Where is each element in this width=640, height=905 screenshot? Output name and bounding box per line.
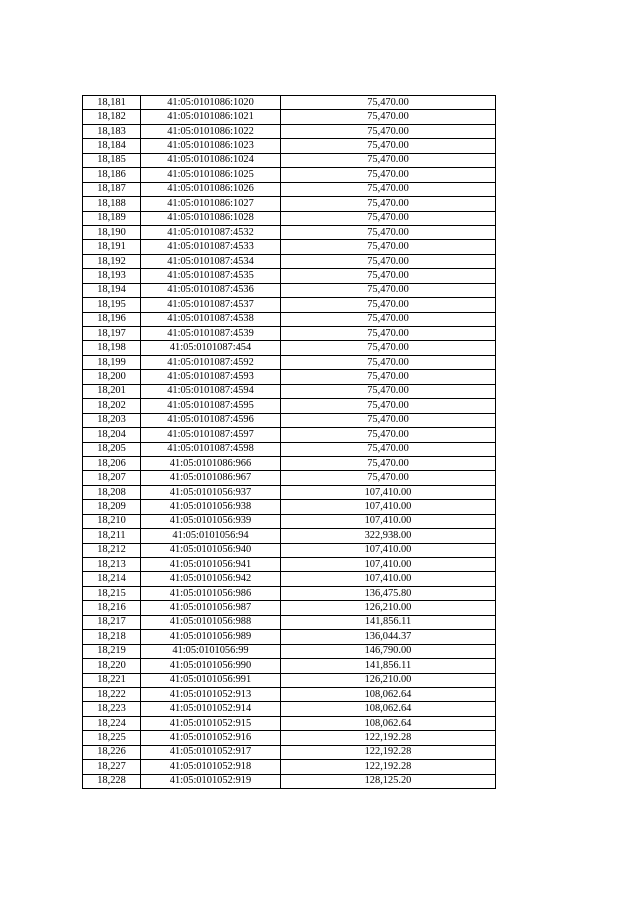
table-row	[83, 702, 496, 716]
cadastral-number-cell: 41:05:0101056:988	[141, 615, 281, 629]
row-number-cell: 18,225	[83, 731, 141, 745]
row-number-cell: 18,206	[83, 456, 141, 470]
row-number-cell: 18,207	[83, 471, 141, 485]
cadastral-number-cell: 41:05:0101087:4536	[141, 283, 281, 297]
cadastral-number-cell: 41:05:0101052:914	[141, 702, 281, 716]
row-number-cell: 18,192	[83, 254, 141, 268]
table-row	[83, 543, 496, 557]
cadastral-number-cell: 41:05:0101087:4535	[141, 269, 281, 283]
table-row	[83, 716, 496, 730]
table-row	[83, 312, 496, 326]
value-cell: 75,470.00	[281, 456, 496, 470]
value-cell: 75,470.00	[281, 413, 496, 427]
cadastral-number-cell: 41:05:0101052:916	[141, 731, 281, 745]
cadastral-number-cell: 41:05:0101087:4534	[141, 254, 281, 268]
table-row	[83, 731, 496, 745]
row-number-cell: 18,194	[83, 283, 141, 297]
value-cell: 107,410.00	[281, 558, 496, 572]
row-number-cell: 18,181	[83, 96, 141, 110]
cadastral-number-cell: 41:05:0101087:4597	[141, 428, 281, 442]
row-number-cell: 18,215	[83, 586, 141, 600]
table-row	[83, 298, 496, 312]
value-cell: 75,470.00	[281, 312, 496, 326]
table-row	[83, 687, 496, 701]
cadastral-number-cell: 41:05:0101056:989	[141, 630, 281, 644]
cadastral-number-cell: 41:05:0101086:1022	[141, 124, 281, 138]
row-number-cell: 18,188	[83, 197, 141, 211]
value-cell: 322,938.00	[281, 529, 496, 543]
row-number-cell: 18,213	[83, 558, 141, 572]
value-cell: 75,470.00	[281, 355, 496, 369]
cadastral-number-cell: 41:05:0101087:4596	[141, 413, 281, 427]
row-number-cell: 18,205	[83, 442, 141, 456]
table-row	[83, 529, 496, 543]
table-row	[83, 168, 496, 182]
cadastral-number-cell: 41:05:0101086:1020	[141, 96, 281, 110]
value-cell: 136,475.80	[281, 586, 496, 600]
value-cell: 75,470.00	[281, 370, 496, 384]
value-cell: 108,062.64	[281, 687, 496, 701]
row-number-cell: 18,219	[83, 644, 141, 658]
table-row	[83, 355, 496, 369]
value-cell: 75,470.00	[281, 153, 496, 167]
value-cell: 122,192.28	[281, 760, 496, 774]
value-cell: 75,470.00	[281, 139, 496, 153]
row-number-cell: 18,228	[83, 774, 141, 788]
value-cell: 75,470.00	[281, 341, 496, 355]
table-row	[83, 153, 496, 167]
value-cell: 141,856.11	[281, 615, 496, 629]
row-number-cell: 18,196	[83, 312, 141, 326]
row-number-cell: 18,191	[83, 240, 141, 254]
value-cell: 75,470.00	[281, 269, 496, 283]
value-cell: 75,470.00	[281, 182, 496, 196]
cadastral-number-cell: 41:05:0101056:987	[141, 601, 281, 615]
row-number-cell: 18,197	[83, 327, 141, 341]
row-number-cell: 18,211	[83, 529, 141, 543]
cadastral-number-cell: 41:05:0101056:942	[141, 572, 281, 586]
cadastral-number-cell: 41:05:0101052:918	[141, 760, 281, 774]
row-number-cell: 18,199	[83, 355, 141, 369]
row-number-cell: 18,208	[83, 485, 141, 499]
cadastral-number-cell: 41:05:0101087:4595	[141, 399, 281, 413]
table-row	[83, 110, 496, 124]
cadastral-number-cell: 41:05:0101086:1028	[141, 211, 281, 225]
table-row	[83, 124, 496, 138]
table-row	[83, 659, 496, 673]
cadastral-number-cell: 41:05:0101086:1026	[141, 182, 281, 196]
cadastral-number-cell: 41:05:0101056:990	[141, 659, 281, 673]
row-number-cell: 18,214	[83, 572, 141, 586]
cadastral-number-cell: 41:05:0101086:1027	[141, 197, 281, 211]
cadastral-number-cell: 41:05:0101086:1024	[141, 153, 281, 167]
value-cell: 75,470.00	[281, 298, 496, 312]
table-row	[83, 327, 496, 341]
table-body	[83, 96, 496, 789]
row-number-cell: 18,221	[83, 673, 141, 687]
table-row	[83, 413, 496, 427]
table-row	[83, 240, 496, 254]
value-cell: 75,470.00	[281, 428, 496, 442]
row-number-cell: 18,227	[83, 760, 141, 774]
row-number-cell: 18,183	[83, 124, 141, 138]
row-number-cell: 18,193	[83, 269, 141, 283]
row-number-cell: 18,200	[83, 370, 141, 384]
table-row	[83, 182, 496, 196]
value-cell: 108,062.64	[281, 716, 496, 730]
value-cell: 122,192.28	[281, 731, 496, 745]
value-cell: 75,470.00	[281, 110, 496, 124]
value-cell: 136,044.37	[281, 630, 496, 644]
cadastral-number-cell: 41:05:0101056:938	[141, 500, 281, 514]
value-cell: 75,470.00	[281, 254, 496, 268]
cadastral-number-cell: 41:05:0101052:915	[141, 716, 281, 730]
value-cell: 126,210.00	[281, 673, 496, 687]
cadastral-number-cell: 41:05:0101056:940	[141, 543, 281, 557]
value-cell: 75,470.00	[281, 168, 496, 182]
value-cell: 122,192.28	[281, 745, 496, 759]
cadastral-number-cell: 41:05:0101056:939	[141, 514, 281, 528]
table-row	[83, 428, 496, 442]
table-row	[83, 485, 496, 499]
row-number-cell: 18,216	[83, 601, 141, 615]
cadastral-number-cell: 41:05:0101052:919	[141, 774, 281, 788]
value-cell: 75,470.00	[281, 240, 496, 254]
table-row	[83, 572, 496, 586]
table-row	[83, 774, 496, 788]
value-cell: 107,410.00	[281, 485, 496, 499]
value-cell: 107,410.00	[281, 543, 496, 557]
cadastral-number-cell: 41:05:0101086:967	[141, 471, 281, 485]
value-cell: 75,470.00	[281, 442, 496, 456]
table-row	[83, 370, 496, 384]
value-cell: 107,410.00	[281, 572, 496, 586]
value-cell: 75,470.00	[281, 327, 496, 341]
table-row	[83, 442, 496, 456]
value-cell: 75,470.00	[281, 197, 496, 211]
table-row	[83, 139, 496, 153]
row-number-cell: 18,195	[83, 298, 141, 312]
table-row	[83, 471, 496, 485]
value-cell: 75,470.00	[281, 124, 496, 138]
cadastral-number-cell: 41:05:0101087:4533	[141, 240, 281, 254]
table-row	[83, 673, 496, 687]
cadastral-number-cell: 41:05:0101086:1021	[141, 110, 281, 124]
value-cell: 141,856.11	[281, 659, 496, 673]
table-row	[83, 341, 496, 355]
table-row	[83, 630, 496, 644]
cadastral-number-cell: 41:05:0101086:1025	[141, 168, 281, 182]
row-number-cell: 18,189	[83, 211, 141, 225]
row-number-cell: 18,223	[83, 702, 141, 716]
value-cell: 75,470.00	[281, 96, 496, 110]
value-cell: 126,210.00	[281, 601, 496, 615]
table-row	[83, 456, 496, 470]
table-row	[83, 283, 496, 297]
table-row	[83, 225, 496, 239]
row-number-cell: 18,198	[83, 341, 141, 355]
table-row	[83, 760, 496, 774]
table-row	[83, 558, 496, 572]
table-row	[83, 197, 496, 211]
cadastral-number-cell: 41:05:0101086:966	[141, 456, 281, 470]
cadastral-number-cell: 41:05:0101087:454	[141, 341, 281, 355]
table-row	[83, 745, 496, 759]
table-row	[83, 601, 496, 615]
cadastral-number-cell: 41:05:0101056:991	[141, 673, 281, 687]
value-cell: 128,125.20	[281, 774, 496, 788]
table-row	[83, 384, 496, 398]
cadastral-number-cell: 41:05:0101056:937	[141, 485, 281, 499]
row-number-cell: 18,187	[83, 182, 141, 196]
cadastral-number-cell: 41:05:0101056:941	[141, 558, 281, 572]
value-cell: 146,790.00	[281, 644, 496, 658]
row-number-cell: 18,224	[83, 716, 141, 730]
value-cell: 75,470.00	[281, 399, 496, 413]
value-cell: 75,470.00	[281, 225, 496, 239]
cadastral-number-cell: 41:05:0101052:917	[141, 745, 281, 759]
row-number-cell: 18,222	[83, 687, 141, 701]
value-cell: 108,062.64	[281, 702, 496, 716]
cadastral-number-cell: 41:05:0101087:4598	[141, 442, 281, 456]
value-cell: 75,470.00	[281, 283, 496, 297]
table-row	[83, 615, 496, 629]
value-cell: 107,410.00	[281, 500, 496, 514]
cadastral-number-cell: 41:05:0101087:4538	[141, 312, 281, 326]
row-number-cell: 18,203	[83, 413, 141, 427]
table-row	[83, 399, 496, 413]
table-row	[83, 96, 496, 110]
table-row	[83, 500, 496, 514]
row-number-cell: 18,201	[83, 384, 141, 398]
row-number-cell: 18,209	[83, 500, 141, 514]
cadastral-number-cell: 41:05:0101086:1023	[141, 139, 281, 153]
row-number-cell: 18,218	[83, 630, 141, 644]
row-number-cell: 18,226	[83, 745, 141, 759]
row-number-cell: 18,217	[83, 615, 141, 629]
cadastral-number-cell: 41:05:0101087:4593	[141, 370, 281, 384]
table-row	[83, 644, 496, 658]
row-number-cell: 18,182	[83, 110, 141, 124]
value-cell: 75,470.00	[281, 211, 496, 225]
row-number-cell: 18,220	[83, 659, 141, 673]
cadastral-number-cell: 41:05:0101087:4594	[141, 384, 281, 398]
cadastral-number-cell: 41:05:0101087:4532	[141, 225, 281, 239]
row-number-cell: 18,204	[83, 428, 141, 442]
row-number-cell: 18,202	[83, 399, 141, 413]
table-row	[83, 586, 496, 600]
cadastral-number-cell: 41:05:0101087:4539	[141, 327, 281, 341]
value-cell: 75,470.00	[281, 471, 496, 485]
table-row	[83, 211, 496, 225]
table-row	[83, 254, 496, 268]
cadastral-number-cell: 41:05:0101056:99	[141, 644, 281, 658]
cadastral-number-cell: 41:05:0101056:94	[141, 529, 281, 543]
table-row	[83, 514, 496, 528]
row-number-cell: 18,210	[83, 514, 141, 528]
cadastral-number-cell: 41:05:0101087:4537	[141, 298, 281, 312]
row-number-cell: 18,190	[83, 225, 141, 239]
value-cell: 107,410.00	[281, 514, 496, 528]
cadastral-number-cell: 41:05:0101087:4592	[141, 355, 281, 369]
data-table	[82, 95, 496, 789]
cadastral-number-cell: 41:05:0101052:913	[141, 687, 281, 701]
row-number-cell: 18,212	[83, 543, 141, 557]
row-number-cell: 18,186	[83, 168, 141, 182]
value-cell: 75,470.00	[281, 384, 496, 398]
row-number-cell: 18,185	[83, 153, 141, 167]
table-row	[83, 269, 496, 283]
row-number-cell: 18,184	[83, 139, 141, 153]
cadastral-number-cell: 41:05:0101056:986	[141, 586, 281, 600]
